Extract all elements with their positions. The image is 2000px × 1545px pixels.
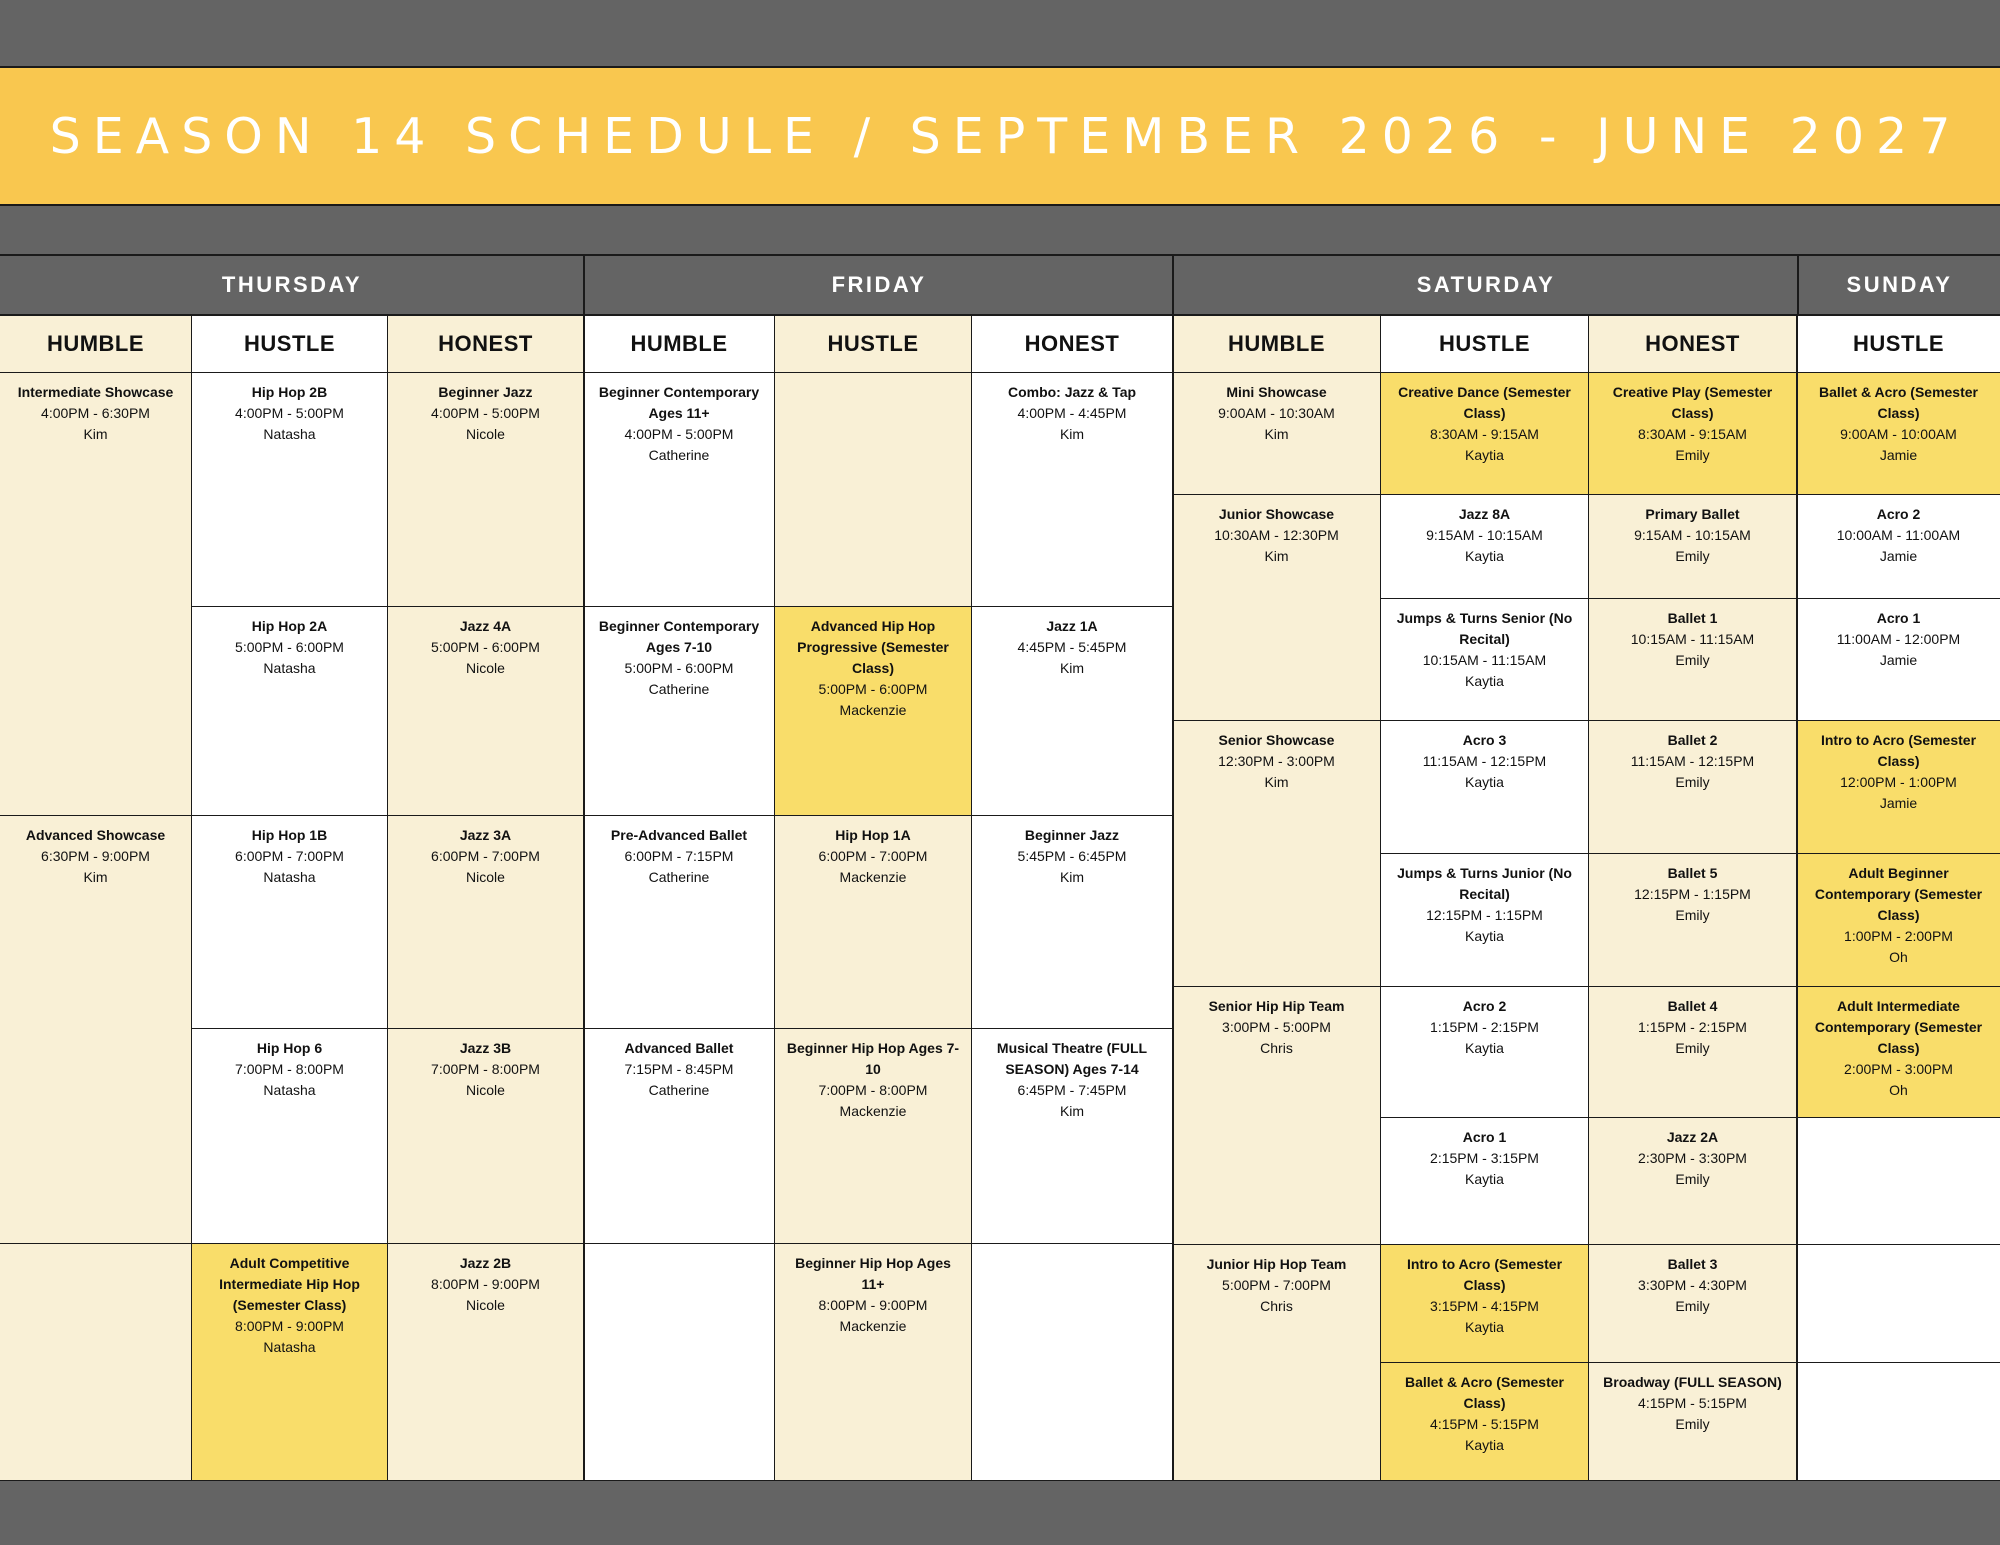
class-teacher: Chris (1260, 1040, 1293, 1056)
class-block (192, 816, 388, 1029)
class-teacher: Emily (1675, 907, 1710, 923)
class-time: 7:00PM - 8:00PM (235, 1061, 344, 1077)
class-block (584, 1029, 775, 1244)
class-block (192, 607, 388, 816)
class-time: 9:15AM - 10:15AM (1634, 527, 1751, 543)
class-teacher: Kim (1059, 869, 1085, 885)
class-teacher: Natasha (263, 1339, 316, 1355)
class-teacher: Kaytia (1465, 548, 1504, 564)
class-block (1381, 599, 1589, 721)
class-block (775, 1244, 972, 1481)
class-time: 11:00AM - 12:00PM (1836, 631, 1961, 647)
class-teacher: Kaytia (1465, 1437, 1504, 1453)
class-teacher: Kaytia (1465, 447, 1504, 463)
class-teacher: Emily (1675, 1416, 1710, 1432)
class-block (1797, 987, 2000, 1118)
class-time: 7:00PM - 8:00PM (818, 1082, 928, 1098)
studio-header-fri-hustle: HUSTLE (775, 316, 972, 373)
class-time: 1:15PM - 2:15PM (1638, 1019, 1747, 1035)
class-name: Pre-Advanced Ballet (610, 827, 748, 843)
class-time: 1:00PM - 2:00PM (1844, 928, 1953, 944)
class-name: Senior Hip Hip Team (1208, 998, 1345, 1014)
class-name: Ballet & Acro (Semester Class) (1405, 1374, 1564, 1411)
class-teacher: Emily (1675, 447, 1710, 463)
class-time: 2:00PM - 3:00PM (1844, 1061, 1953, 1077)
class-time: 10:15AM - 11:15AM (1630, 631, 1755, 647)
class-block (1589, 495, 1797, 599)
class-time: 1:15PM - 2:15PM (1430, 1019, 1539, 1035)
studio-header-fri-humble: HUMBLE (584, 316, 775, 373)
class-time: 4:15PM - 5:15PM (1430, 1416, 1539, 1432)
class-teacher: Emily (1675, 1171, 1710, 1187)
class-name: Advanced Showcase (25, 827, 166, 843)
class-name: Adult Beginner Contemporary (Semester Class) (1814, 865, 1983, 923)
empty-slot (1797, 1245, 2000, 1363)
class-teacher: Kaytia (1465, 928, 1504, 944)
class-time: 3:15PM - 4:15PM (1430, 1298, 1539, 1314)
class-block (972, 373, 1173, 607)
class-teacher: Emily (1675, 1040, 1710, 1056)
class-name: Advanced Ballet (624, 1040, 734, 1056)
class-time: 6:00PM - 7:00PM (431, 848, 540, 864)
class-name: Hip Hop 1A (835, 827, 911, 843)
class-time: 4:00PM - 5:00PM (235, 405, 344, 421)
class-teacher: Catherine (648, 447, 710, 463)
class-time: 7:15PM - 8:45PM (624, 1061, 734, 1077)
class-name: Jazz 2B (459, 1255, 512, 1271)
day-divider (583, 316, 585, 1481)
day-header-saturday: SATURDAY (1172, 254, 1798, 316)
class-block (0, 373, 192, 816)
class-name: Combo: Jazz & Tap (1007, 384, 1137, 400)
class-teacher: Kim (83, 869, 108, 885)
class-name: Senior Showcase (1218, 732, 1335, 748)
class-block (584, 816, 775, 1029)
class-name: Ballet 4 (1667, 998, 1718, 1014)
class-teacher: Catherine (648, 681, 710, 697)
studio-header-thu-humble: HUMBLE (0, 316, 192, 373)
class-block (0, 816, 192, 1244)
class-time: 4:00PM - 5:00PM (431, 405, 540, 421)
class-block (1381, 1363, 1589, 1481)
class-name: Acro 1 (1876, 610, 1921, 626)
studio-header-sun-hustle: HUSTLE (1797, 316, 2000, 373)
class-teacher: Chris (1260, 1298, 1293, 1314)
class-teacher: Emily (1675, 774, 1710, 790)
class-block (1173, 721, 1381, 987)
class-teacher: Mackenzie (839, 1318, 907, 1334)
class-block (1797, 721, 2000, 854)
class-teacher: Oh (1889, 1082, 1908, 1098)
class-teacher: Kim (1264, 774, 1289, 790)
class-block (972, 607, 1173, 816)
empty-slot (1797, 1118, 2000, 1245)
class-teacher: Kim (1059, 1103, 1085, 1119)
class-block (1797, 495, 2000, 599)
class-block (1381, 495, 1589, 599)
class-time: 2:30PM - 3:30PM (1638, 1150, 1747, 1166)
class-time: 8:00PM - 9:00PM (818, 1297, 928, 1313)
class-teacher: Natasha (263, 1082, 316, 1098)
class-teacher: Jamie (1879, 447, 1918, 463)
class-time: 9:15AM - 10:15AM (1426, 527, 1543, 543)
class-name: Junior Hip Hop Team (1206, 1256, 1347, 1272)
class-name: Jumps & Turns Senior (No Recital) (1396, 610, 1573, 647)
class-name: Beginner Contemporary Ages 7-10 (598, 618, 760, 655)
class-name: Ballet & Acro (Semester Class) (1819, 384, 1978, 421)
class-time: 8:00PM - 9:00PM (431, 1276, 540, 1292)
class-block (1589, 1118, 1797, 1245)
class-teacher: Kaytia (1465, 1319, 1504, 1335)
class-teacher: Kim (83, 426, 108, 442)
class-time: 5:00PM - 6:00PM (818, 681, 928, 697)
empty-slot (972, 1244, 1173, 1481)
class-block (1797, 854, 2000, 987)
class-block (1381, 1118, 1589, 1245)
class-name: Intro to Acro (Semester Class) (1820, 732, 1977, 769)
class-name: Intermediate Showcase (17, 384, 174, 400)
day-divider (1172, 316, 1174, 1481)
class-block (775, 1029, 972, 1244)
empty-slot (1797, 1363, 2000, 1481)
class-block (192, 1244, 388, 1481)
studio-header-sat-hustle: HUSTLE (1381, 316, 1589, 373)
class-name: Acro 2 (1876, 506, 1921, 522)
class-time: 5:00PM - 7:00PM (1222, 1277, 1331, 1293)
class-time: 12:15PM - 1:15PM (1634, 886, 1751, 902)
class-time: 4:00PM - 4:45PM (1017, 405, 1127, 421)
studio-header-thu-hustle: HUSTLE (192, 316, 388, 373)
class-name: Intro to Acro (Semester Class) (1406, 1256, 1563, 1293)
empty-slot (775, 373, 972, 607)
class-block (1173, 987, 1381, 1245)
class-time: 11:15AM - 12:15PM (1630, 753, 1755, 769)
class-teacher: Jamie (1879, 652, 1918, 668)
class-name: Beginner Hip Hop Ages 11+ (795, 1255, 951, 1292)
class-time: 6:45PM - 7:45PM (1017, 1082, 1127, 1098)
class-teacher: Mackenzie (839, 1103, 907, 1119)
class-teacher: Catherine (648, 1082, 710, 1098)
class-block (1589, 373, 1797, 495)
class-block (388, 816, 584, 1029)
class-time: 9:00AM - 10:00AM (1840, 426, 1957, 442)
class-time: 8:30AM - 9:15AM (1430, 426, 1539, 442)
class-name: Acro 3 (1462, 732, 1507, 748)
class-teacher: Kim (1059, 660, 1085, 676)
class-block (1173, 1245, 1381, 1481)
class-block (1589, 854, 1797, 987)
class-teacher: Nicole (466, 426, 505, 442)
class-name: Hip Hop 2A (251, 618, 328, 634)
class-time: 4:00PM - 5:00PM (624, 426, 734, 442)
class-name: Primary Ballet (1645, 506, 1740, 522)
class-time: 10:00AM - 11:00AM (1836, 527, 1961, 543)
studio-header-sat-humble: HUMBLE (1173, 316, 1381, 373)
class-block (1381, 854, 1589, 987)
class-block (775, 816, 972, 1029)
class-name: Jazz 2A (1666, 1129, 1719, 1145)
class-time: 4:15PM - 5:15PM (1638, 1395, 1747, 1411)
class-time: 8:30AM - 9:15AM (1638, 426, 1747, 442)
class-block (388, 373, 584, 607)
class-time: 4:00PM - 6:30PM (41, 405, 150, 421)
class-teacher: Nicole (466, 1082, 505, 1098)
class-teacher: Emily (1675, 548, 1710, 564)
class-block (1173, 495, 1381, 721)
studio-header-thu-honest: HONEST (388, 316, 584, 373)
day-header-sunday: SUNDAY (1797, 254, 2000, 316)
studio-header-sat-honest: HONEST (1589, 316, 1797, 373)
class-time: 10:30AM - 12:30PM (1214, 527, 1339, 543)
class-block (1589, 987, 1797, 1118)
class-block (388, 1029, 584, 1244)
class-time: 11:15AM - 12:15PM (1422, 753, 1547, 769)
class-name: Beginner Contemporary Ages 11+ (598, 384, 760, 421)
class-name: Creative Dance (Semester Class) (1398, 384, 1571, 421)
class-name: Creative Play (Semester Class) (1612, 384, 1773, 421)
class-name: Broadway (FULL SEASON) (1603, 1374, 1782, 1390)
class-teacher: Nicole (466, 660, 505, 676)
class-block (1589, 1363, 1797, 1481)
class-name: Acro 2 (1462, 998, 1507, 1014)
class-name: Hip Hop 6 (256, 1040, 323, 1056)
class-time: 7:00PM - 8:00PM (431, 1061, 540, 1077)
title-banner (0, 66, 2000, 206)
class-name: Mini Showcase (1226, 384, 1327, 400)
class-time: 6:00PM - 7:00PM (235, 848, 344, 864)
class-block (1381, 1245, 1589, 1363)
class-block (584, 607, 775, 816)
class-name: Hip Hop 1B (251, 827, 328, 843)
class-block (1173, 373, 1381, 495)
class-time: 6:00PM - 7:00PM (818, 848, 928, 864)
class-teacher: Emily (1675, 1298, 1710, 1314)
class-name: Jumps & Turns Junior (No Recital) (1397, 865, 1572, 902)
class-block (388, 1244, 584, 1481)
class-time: 5:00PM - 6:00PM (431, 639, 540, 655)
class-block (1381, 987, 1589, 1118)
day-divider (1796, 316, 1798, 1481)
class-name: Acro 1 (1462, 1129, 1507, 1145)
studio-header-fri-honest: HONEST (972, 316, 1173, 373)
class-time: 5:45PM - 6:45PM (1017, 848, 1127, 864)
class-time: 12:00PM - 1:00PM (1840, 774, 1957, 790)
class-name: Beginner Jazz (438, 384, 533, 400)
class-teacher: Natasha (263, 426, 316, 442)
class-name: Musical Theatre (FULL SEASON) Ages 7-14 (996, 1040, 1148, 1077)
class-name: Beginner Jazz (1024, 827, 1120, 843)
class-time: 10:15AM - 11:15AM (1422, 652, 1547, 668)
class-teacher: Kim (1264, 548, 1289, 564)
class-name: Ballet 1 (1667, 610, 1718, 626)
class-time: 2:15PM - 3:15PM (1430, 1150, 1539, 1166)
class-block (1589, 1245, 1797, 1363)
class-block (775, 607, 972, 816)
class-block (1589, 599, 1797, 721)
class-teacher: Kim (1264, 426, 1289, 442)
class-block (972, 816, 1173, 1029)
class-time: 4:45PM - 5:45PM (1017, 639, 1127, 655)
class-teacher: Jamie (1879, 795, 1918, 811)
class-block (192, 1029, 388, 1244)
class-teacher: Mackenzie (839, 702, 907, 718)
class-block (972, 1029, 1173, 1244)
class-teacher: Natasha (263, 869, 316, 885)
class-name: Ballet 2 (1667, 732, 1718, 748)
class-name: Hip Hop 2B (251, 384, 328, 400)
class-teacher: Kaytia (1465, 1040, 1504, 1056)
class-name: Jazz 1A (1046, 618, 1098, 634)
class-name: Adult Competitive Intermediate Hip Hop (Semester Class) (219, 1255, 360, 1313)
class-time: 6:00PM - 7:15PM (624, 848, 734, 864)
class-name: Beginner Hip Hop Ages 7-10 (786, 1040, 960, 1077)
empty-slot (0, 1244, 192, 1481)
day-header-thursday: THURSDAY (0, 254, 584, 316)
class-teacher: Oh (1889, 949, 1908, 965)
class-name: Jazz 8A (1458, 506, 1511, 522)
class-name: Advanced Hip Hop Progressive (Semester Class) (797, 618, 949, 676)
class-name: Ballet 5 (1667, 865, 1718, 881)
class-teacher: Kaytia (1465, 774, 1504, 790)
class-teacher: Nicole (466, 869, 505, 885)
class-block (1381, 373, 1589, 495)
class-teacher: Nicole (466, 1297, 505, 1313)
class-block (388, 607, 584, 816)
class-time: 12:30PM - 3:00PM (1218, 753, 1335, 769)
class-time: 5:00PM - 6:00PM (624, 660, 734, 676)
class-name: Jazz 3A (459, 827, 512, 843)
class-time: 12:15PM - 1:15PM (1426, 907, 1543, 923)
schedule-title: SEASON 14 SCHEDULE / SEPTEMBER 2026 - JUNE 2027 (49, 107, 1963, 165)
class-block (192, 373, 388, 607)
class-time: 5:00PM - 6:00PM (235, 639, 344, 655)
day-header-friday: FRIDAY (583, 254, 1173, 316)
class-block (1797, 599, 2000, 721)
class-teacher: Mackenzie (839, 869, 907, 885)
class-name: Ballet 3 (1667, 1256, 1718, 1272)
class-teacher: Jamie (1879, 548, 1918, 564)
class-teacher: Catherine (648, 869, 710, 885)
class-teacher: Emily (1675, 652, 1710, 668)
class-name: Adult Intermediate Contemporary (Semester Class) (1814, 998, 1983, 1056)
empty-slot (584, 1244, 775, 1481)
class-name: Jazz 4A (459, 618, 512, 634)
class-block (584, 373, 775, 607)
class-time: 6:30PM - 9:00PM (41, 848, 150, 864)
class-block (1381, 721, 1589, 854)
class-name: Junior Showcase (1218, 506, 1335, 522)
class-block (1797, 373, 2000, 495)
class-time: 3:00PM - 5:00PM (1222, 1019, 1331, 1035)
class-teacher: Natasha (263, 660, 316, 676)
class-time: 8:00PM - 9:00PM (235, 1318, 344, 1334)
class-name: Jazz 3B (459, 1040, 512, 1056)
class-teacher: Kim (1059, 426, 1085, 442)
class-block (1589, 721, 1797, 854)
class-teacher: Kaytia (1465, 673, 1504, 689)
class-teacher: Kaytia (1465, 1171, 1504, 1187)
class-time: 9:00AM - 10:30AM (1218, 405, 1335, 421)
class-time: 3:30PM - 4:30PM (1638, 1277, 1747, 1293)
